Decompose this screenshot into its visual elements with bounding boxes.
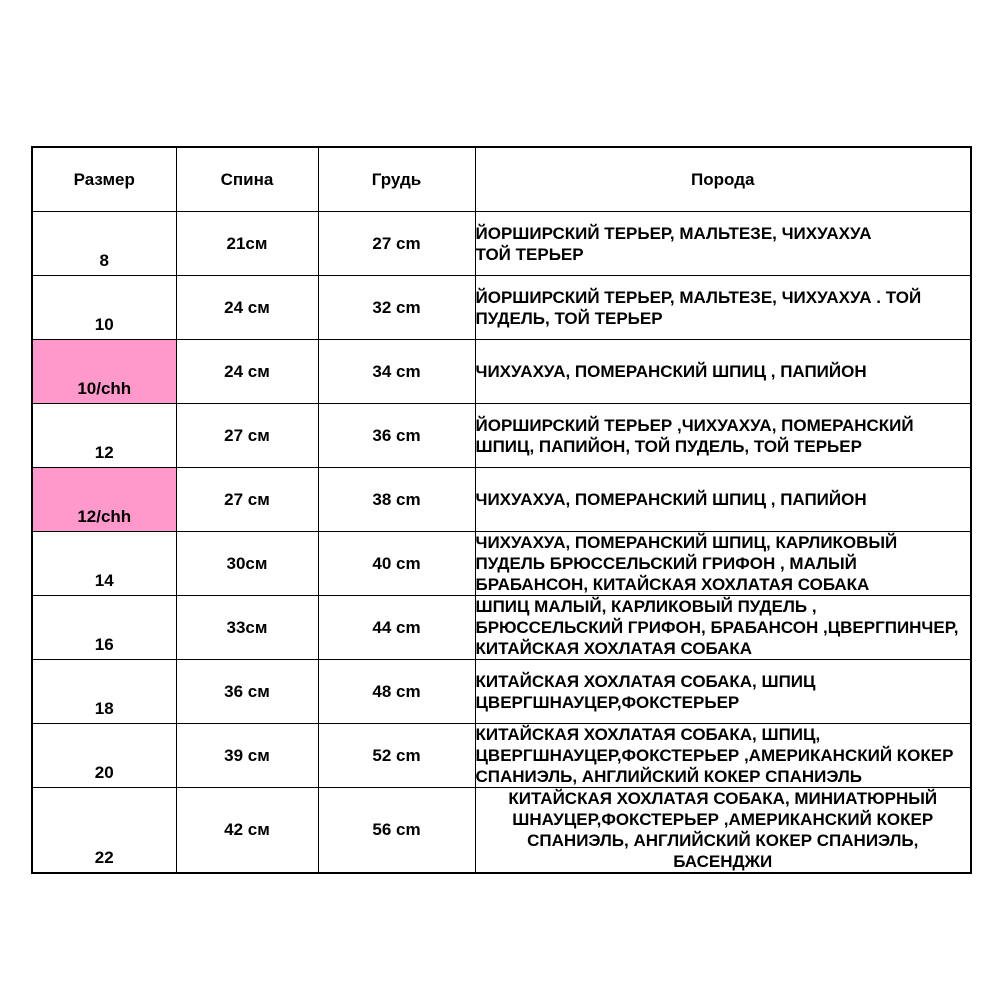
chest-cell: 32 cm <box>318 276 475 340</box>
breed-cell <box>475 340 971 404</box>
header-row <box>32 147 971 212</box>
size-cell <box>32 724 176 788</box>
table-row <box>32 660 971 724</box>
breed-cell <box>475 404 971 468</box>
size-value: 12/chh <box>77 507 132 526</box>
size-cell <box>32 212 176 276</box>
size-value: 16 <box>94 635 114 654</box>
chest-cell: 52 cm <box>318 724 475 788</box>
breed-cell <box>475 532 971 596</box>
header-chest: Грудь <box>318 147 475 212</box>
back-cell: 33см <box>176 596 318 660</box>
chest-cell: 40 cm <box>318 532 475 596</box>
table-row <box>32 212 971 276</box>
back-cell: 27 см <box>176 404 318 468</box>
breed-text: ЧИХУАХУА, ПОМЕРАНСКИЙ ШПИЦ , ПАПИЙОН <box>475 362 867 381</box>
header-back: Спина <box>176 147 318 212</box>
chest-cell: 48 cm <box>318 660 475 724</box>
breed-text: КИТАЙСКАЯ ХОХЛАТАЯ СОБАКА, ШПИЦ ЦВЕРГШНАУЦЕР,ФОКСТЕРЬЕР <box>475 671 816 712</box>
back-cell: 21см <box>176 212 318 276</box>
back-cell: 42 см <box>176 788 318 874</box>
size-value: 20 <box>94 763 114 782</box>
breed-cell <box>475 212 971 276</box>
back-cell: 24 см <box>176 276 318 340</box>
breed-cell <box>475 468 971 532</box>
chest-cell: 34 cm <box>318 340 475 404</box>
chest-cell: 56 cm <box>318 788 475 874</box>
size-cell <box>32 660 176 724</box>
breed-cell <box>475 596 971 660</box>
table-row <box>32 596 971 660</box>
breed-cell <box>475 788 971 874</box>
table-row <box>32 788 971 874</box>
back-cell: 39 см <box>176 724 318 788</box>
back-cell: 27 см <box>176 468 318 532</box>
breed-text: КИТАЙСКАЯ ХОХЛАТАЯ СОБАКА, МИНИАТЮРНЫЙ ШНАУЦЕР,ФОКСТЕРЬЕР ,АМЕРИКАНСКИЙ КОКЕР СПАНИЭЛЬ, АНГЛИЙСКИЙ КОКЕР СПАНИЭЛЬ, БАСЕНДЖИ <box>508 789 938 871</box>
header-size: Размер <box>32 147 176 212</box>
chest-cell: 38 cm <box>318 468 475 532</box>
table-row <box>32 276 971 340</box>
header-breed: Порода <box>475 147 971 212</box>
size-value: 14 <box>94 571 114 590</box>
size-value: 12 <box>94 443 114 462</box>
size-cell <box>32 788 176 874</box>
breed-cell <box>475 276 971 340</box>
breed-text: ЙОРШИРСКИЙ ТЕРЬЕР ,ЧИХУАХУА, ПОМЕРАНСКИЙ ШПИЦ, ПАПИЙОН, ТОЙ ПУДЕЛЬ, ТОЙ ТЕРЬЕР <box>475 415 914 456</box>
size-cell <box>32 404 176 468</box>
table-row <box>32 404 971 468</box>
size-cell-highlighted <box>32 468 176 532</box>
size-value: 18 <box>94 699 114 718</box>
size-cell <box>32 276 176 340</box>
table-row <box>32 724 971 788</box>
size-cell <box>32 532 176 596</box>
breed-text: КИТАЙСКАЯ ХОХЛАТАЯ СОБАКА, ШПИЦ, ЦВЕРГШНАУЦЕР,ФОКСТЕРЬЕР ,АМЕРИКАНСКИЙ КОКЕР СПАНИЭЛЬ, АНГЛИЙСКИЙ КОКЕР СПАНИЭЛЬ <box>475 725 954 786</box>
table-row <box>32 468 971 532</box>
breed-text: ШПИЦ МАЛЫЙ, КАРЛИКОВЫЙ ПУДЕЛЬ , БРЮССЕЛЬСКИЙ ГРИФОН, БРАБАНСОН ,ЦВЕРГПИНЧЕР, КИТАЙСКАЯ ХОХЛАТАЯ СОБАКА <box>475 597 959 658</box>
chest-cell: 36 cm <box>318 404 475 468</box>
back-cell: 30см <box>176 532 318 596</box>
breed-text: ЧИХУАХУА, ПОМЕРАНСКИЙ ШПИЦ , ПАПИЙОН <box>475 490 867 509</box>
table-row <box>32 532 971 596</box>
breed-cell <box>475 660 971 724</box>
size-cell-highlighted <box>32 340 176 404</box>
back-cell: 36 см <box>176 660 318 724</box>
breed-text: ЙОРШИРСКИЙ ТЕРЬЕР, МАЛЬТЕЗЕ, ЧИХУАХУА ТОЙ ТЕРЬЕР <box>475 223 872 264</box>
chest-cell: 27 cm <box>318 212 475 276</box>
size-value: 22 <box>94 848 114 867</box>
chest-cell: 44 cm <box>318 596 475 660</box>
breed-text: ЧИХУАХУА, ПОМЕРАНСКИЙ ШПИЦ, КАРЛИКОВЫЙ ПУДЕЛЬ БРЮССЕЛЬСКИЙ ГРИФОН , МАЛЫЙ БРАБАНСОН, КИТАЙСКАЯ ХОХЛАТАЯ СОБАКА <box>475 533 898 594</box>
size-cell <box>32 596 176 660</box>
size-value: 10 <box>94 315 114 334</box>
size-value: 10/chh <box>77 379 132 398</box>
size-value: 8 <box>99 251 109 270</box>
breed-text: ЙОРШИРСКИЙ ТЕРЬЕР, МАЛЬТЕЗЕ, ЧИХУАХУА . ТОЙ ПУДЕЛЬ, ТОЙ ТЕРЬЕР <box>475 287 922 328</box>
breed-cell <box>475 724 971 788</box>
back-cell: 24 см <box>176 340 318 404</box>
table-row <box>32 340 971 404</box>
size-chart-table <box>31 146 972 874</box>
